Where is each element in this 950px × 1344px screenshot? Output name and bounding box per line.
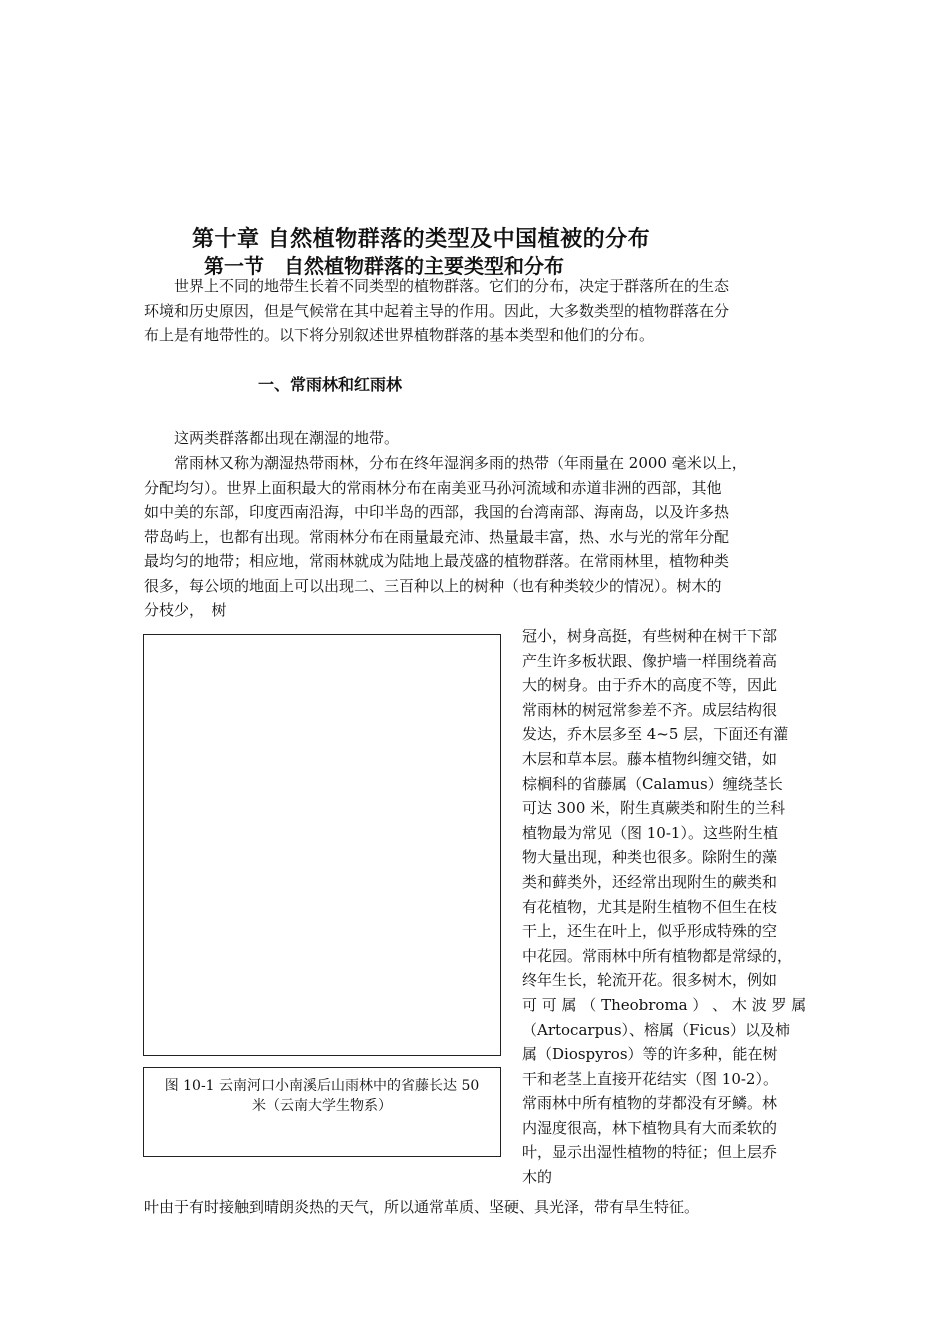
short-paragraph-line: 这两类群落都出现在潮湿的地带。 xyxy=(144,429,400,447)
figure-caption-line: 米（云南大学生物系） xyxy=(252,1098,392,1114)
column-line: 植物最为常见（图 10-1）。这些附生植 xyxy=(522,823,778,842)
intro-paragraph xyxy=(144,274,810,348)
column-line: 可达 300 米，附生真蕨类和附生的兰科 xyxy=(522,799,786,818)
figure-caption xyxy=(143,1067,501,1157)
figure-image-placeholder xyxy=(143,634,501,1056)
main-line: 分配均匀）。世界上面积最大的常雨林分布在南美亚马孙河流域和赤道非洲的西部，其他 xyxy=(144,478,722,497)
column-line: 冠小，树身高挺，有些树种在树干下部 xyxy=(522,627,778,645)
column-line: 常雨林中所有植物的芽都没有牙鳞。林 xyxy=(522,1094,778,1113)
main-line: 带岛屿上，也都有出现。常雨林分布在雨量最充沛、热量最丰富，热、水与光的常年分配 xyxy=(144,527,730,546)
column-line: 产生许多板状跟、像护墙一样围绕着高 xyxy=(522,651,778,670)
column-line: 类和藓类外，还经常出现附生的蕨类和 xyxy=(522,872,778,891)
short-paragraph xyxy=(144,426,810,451)
figure-caption-line: 图 10-1 云南河口小南溪后山雨林中的省藤长达 50 xyxy=(164,1078,480,1094)
chapter-title: 第十章 自然植物群落的类型及中国植被的分布 xyxy=(192,227,651,252)
main-paragraph xyxy=(144,451,810,623)
column-line: 木的 xyxy=(522,1168,553,1187)
column-line: 可 可 属 （ Theobroma ） 、 木 波 罗 属 xyxy=(522,995,807,1014)
column-line: 中花园。常雨林中所有植物都是常绿的， xyxy=(522,946,793,965)
column-line: 大的树身。由于乔木的高度不等，因此 xyxy=(522,676,778,695)
subsection-heading: 一、常雨林和红雨林 xyxy=(258,375,403,394)
main-line: 最均匀的地带；相应地，常雨林就成为陆地上最茂盛的植物群落。在常雨林里，植物种类 xyxy=(144,552,730,570)
column-line: 属（Diospyros）等的许多种，能在树 xyxy=(522,1045,778,1064)
closing-line: 叶由于有时接触到晴朗炎热的天气，所以通常革质、坚硬、具光泽，带有旱生特征。 xyxy=(144,1198,700,1216)
column-line: 终年生长，轮流开花。很多树木，例如 xyxy=(522,971,778,990)
column-line: 叶，显示出湿性植物的特征；但上层乔 xyxy=(522,1143,778,1162)
column-line: 干上，还生在叶上，似乎形成特殊的空 xyxy=(522,922,778,941)
intro-line: 世界上不同的地带生长着不同类型的植物群落。它们的分布，决定于群落所在的生态 xyxy=(144,277,730,295)
column-line: （Artocarpus）、榕属（Ficus）以及柿 xyxy=(522,1020,791,1039)
column-line: 物大量出现，种类也很多。除附生的藻 xyxy=(522,848,778,867)
right-column-text xyxy=(522,624,812,1190)
main-line: 常雨林又称为潮湿热带雨林，分布在终年湿润多雨的热带（年雨量在 2000 毫米以上， xyxy=(144,454,747,472)
column-line: 有花植物，尤其是附生植物不但生在枝 xyxy=(522,897,778,916)
column-line: 棕榈科的省藤属（Calamus）缠绕茎长 xyxy=(522,774,783,793)
main-line: 如中美的东部，印度西南沿海，中印半岛的西部，我国的台湾南部、海南岛，以及许多热 xyxy=(144,503,730,521)
intro-line: 环境和历史原因，但是气候常在其中起着主导的作用。因此，大多数类型的植物群落在分 xyxy=(144,301,730,320)
column-line: 木层和草本层。藤本植物纠缠交错，如 xyxy=(522,749,778,768)
column-line: 发达，乔木层多至 4~5 层，下面还有灌 xyxy=(522,725,789,744)
intro-line: 布上是有地带性的。以下将分别叙述世界植物群落的基本类型和他们的分布。 xyxy=(144,326,655,344)
column-line: 干和老茎上直接开花结实（图 10-2）。 xyxy=(522,1069,778,1088)
main-line: 分枝少， 树 xyxy=(144,601,227,619)
section-title: 第一节 自然植物群落的主要类型和分布 xyxy=(204,254,564,278)
column-line: 内湿度很高，林下植物具有大而柔软的 xyxy=(522,1118,778,1137)
column-line: 常雨林的树冠常参差不齐。成层结构很 xyxy=(522,700,778,719)
main-line: 很多，每公顷的地面上可以出现二、三百种以上的树种（也有种类较少的情况）。树木的 xyxy=(144,576,722,595)
